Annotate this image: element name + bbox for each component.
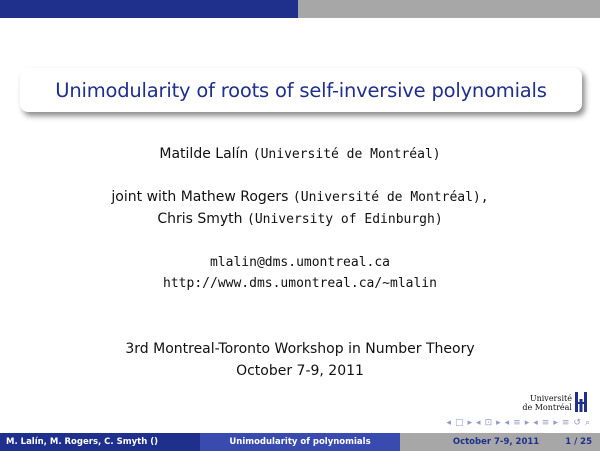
top-header-bar-blue bbox=[0, 0, 298, 18]
event-date: October 7-9, 2011 bbox=[236, 363, 364, 379]
top-header-bar bbox=[0, 0, 600, 18]
nav-right-arrow-icon[interactable]: ▸ bbox=[553, 418, 558, 428]
logo-line-2: de Montréal bbox=[522, 403, 572, 412]
homepage-url: http://www.dms.umontreal.ca/~mlalin bbox=[163, 276, 437, 291]
nav-section-icon[interactable]: ≡ bbox=[513, 418, 521, 428]
footer-short-title: Unimodularity of polynomials bbox=[200, 433, 400, 451]
nav-frame-icon[interactable]: □ bbox=[454, 418, 464, 428]
author-affiliation: (Université de Montréal) bbox=[252, 147, 441, 162]
nav-left-arrow-icon[interactable]: ◂ bbox=[504, 418, 510, 428]
nav-right-arrow-icon[interactable]: ▸ bbox=[524, 418, 530, 428]
nav-right-arrow-icon[interactable]: ▸ bbox=[496, 418, 501, 428]
coauthor-2-affiliation: (University of Edinburgh) bbox=[247, 212, 443, 227]
nav-back-icon[interactable]: ↺ bbox=[573, 418, 581, 428]
nav-left-arrow-icon[interactable]: ◂ bbox=[476, 418, 481, 428]
footer-page-number: 1 / 25 bbox=[565, 437, 592, 447]
beamer-navigation-controls[interactable] bbox=[446, 417, 590, 429]
coauthor-line-1 bbox=[0, 189, 600, 205]
universite-de-montreal-logo bbox=[518, 390, 588, 418]
event-name: 3rd Montreal-Toronto Workshop in Number Theory bbox=[125, 341, 475, 357]
university-crest-icon bbox=[574, 390, 588, 416]
footer-date: October 7-9, 2011 bbox=[452, 437, 540, 447]
title-box bbox=[20, 68, 582, 112]
nav-left-arrow-icon[interactable]: ◂ bbox=[446, 418, 451, 428]
top-header-bar-gray bbox=[298, 0, 600, 18]
footer-authors: M. Lalín, M. Rogers, C. Smyth () bbox=[0, 433, 200, 451]
coauthor-line-2 bbox=[0, 211, 600, 227]
logo-line-1: Université bbox=[529, 394, 572, 403]
nav-search-icon[interactable]: ⌕ bbox=[584, 418, 590, 428]
coauthor-1-affiliation: (Université de Montréal), bbox=[292, 190, 489, 205]
nav-document-icon[interactable]: ≡ bbox=[541, 418, 550, 428]
footer-bar bbox=[0, 433, 600, 451]
coauthor-2-name: Chris Smyth bbox=[157, 211, 243, 227]
author-name: Matilde Lalín bbox=[159, 146, 249, 162]
nav-subsection-icon[interactable]: ⊡ bbox=[484, 418, 493, 428]
nav-align-icon[interactable]: ≡ bbox=[561, 418, 570, 428]
nav-right-arrow-icon[interactable]: ▸ bbox=[467, 418, 473, 428]
nav-left-arrow-icon[interactable]: ◂ bbox=[533, 418, 538, 428]
footer-right bbox=[400, 433, 600, 451]
author-line bbox=[0, 146, 600, 162]
slide-title: Unimodularity of roots of self-inversive polynomials bbox=[55, 78, 547, 102]
coauthor-1-name: joint with Mathew Rogers bbox=[111, 189, 289, 205]
email: mlalin@dms.umontreal.ca bbox=[209, 255, 390, 270]
